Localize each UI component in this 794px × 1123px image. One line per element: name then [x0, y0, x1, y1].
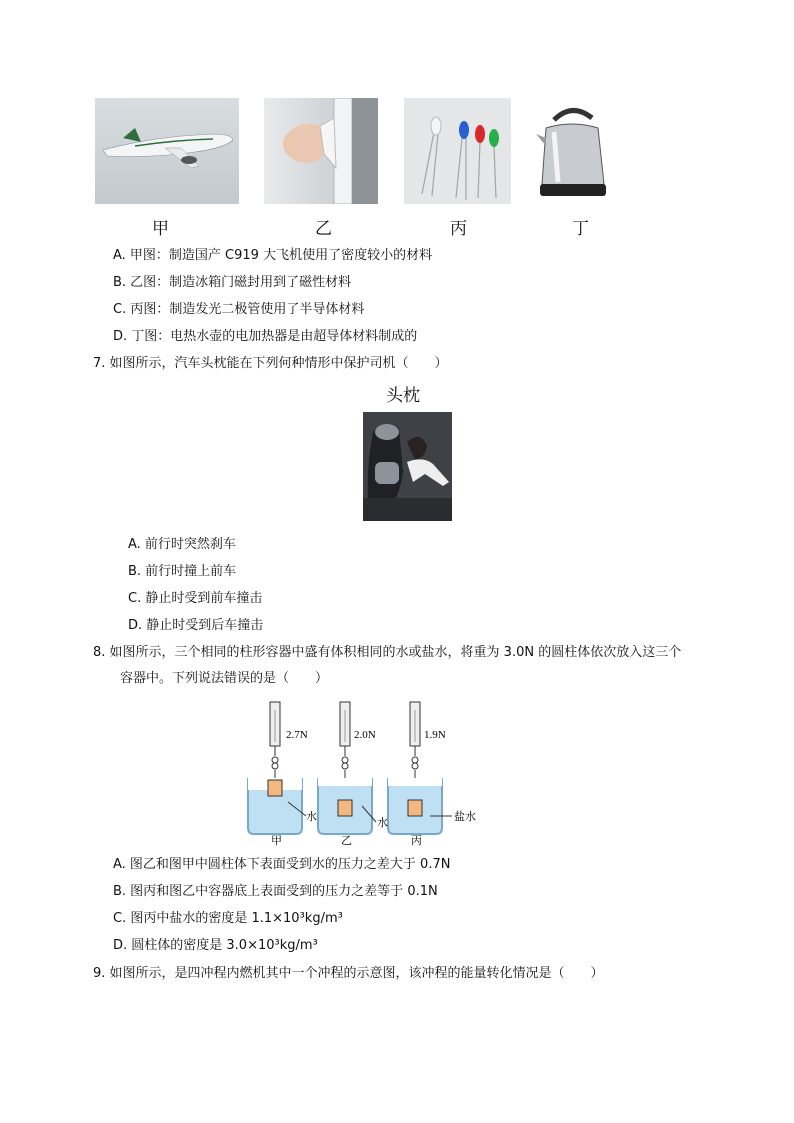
caption-yi: 乙	[315, 219, 332, 239]
setup-yi	[318, 702, 372, 834]
q8-option-a: A. 图乙和图甲中圆柱体下表面受到水的压力之差大于 0.7N	[113, 857, 451, 872]
liquid-label-jia: 水	[306, 811, 317, 823]
caption-bing: 丙	[450, 219, 467, 239]
reading-bing: 1.9N	[424, 729, 446, 741]
q6-option-c: C. 丙图：制造发光二极管使用了半导体材料	[113, 302, 365, 317]
beaker-caption-bing: 丙	[411, 835, 422, 846]
q7-option-d: D. 静止时受到后车撞击	[128, 618, 264, 633]
q6-option-b: B. 乙图：制造冰箱门磁封用到了磁性材料	[113, 275, 352, 290]
q8-stem-line2: 容器中。下列说法错误的是（ ）	[120, 671, 329, 686]
liquid-label-yi: 水	[377, 817, 388, 829]
q8-option-d: D. 圆柱体的密度是 3.0×10³kg/m³	[113, 938, 318, 953]
airplane-photo	[95, 98, 239, 204]
reading-jia: 2.7N	[286, 729, 308, 741]
reading-yi: 2.0N	[354, 729, 376, 741]
beaker-caption-jia: 甲	[271, 835, 282, 846]
q9-stem: 9. 如图所示，是四冲程内燃机其中一个冲程的示意图，该冲程的能量转化情况是（ ）	[93, 966, 604, 981]
electric-kettle-photo	[532, 98, 614, 204]
q8-option-b: B. 图丙和图乙中容器底上表面受到的压力之差等于 0.1N	[113, 884, 438, 899]
spring-scale-beaker-figure	[240, 698, 490, 846]
beaker-caption-yi: 乙	[341, 835, 352, 846]
liquid-label-bing: 盐水	[454, 811, 476, 823]
q7-option-c: C. 静止时受到前车撞击	[128, 591, 263, 606]
q8-stem-line1: 8. 如图所示，三个相同的柱形容器中盛有体积相同的水或盐水，将重为 3.0N 的圆柱体依次放入这三个	[93, 645, 682, 660]
q7-stem: 7. 如图所示，汽车头枕能在下列何种情形中保护司机（ ）	[93, 356, 448, 371]
headrest-label: 头枕	[386, 386, 420, 406]
q6-option-a: A. 甲图：制造国产 C919 大飞机使用了密度较小的材料	[113, 248, 433, 263]
q8-option-c: C. 图丙中盐水的密度是 1.1×10³kg/m³	[113, 911, 343, 926]
setup-bing	[388, 702, 442, 834]
caption-ding: 丁	[572, 219, 589, 239]
q7-option-b: B. 前行时撞上前车	[128, 564, 237, 579]
headrest-photo	[363, 412, 452, 521]
setup-jia	[248, 702, 302, 834]
q7-option-a: A. 前行时突然刹车	[128, 537, 236, 552]
q6-option-d: D. 丁图：电热水壶的电加热器是由超导体材料制成的	[113, 329, 418, 344]
fridge-door-seal-photo	[264, 98, 378, 204]
led-diodes-photo	[404, 98, 511, 204]
caption-jia: 甲	[152, 219, 169, 239]
